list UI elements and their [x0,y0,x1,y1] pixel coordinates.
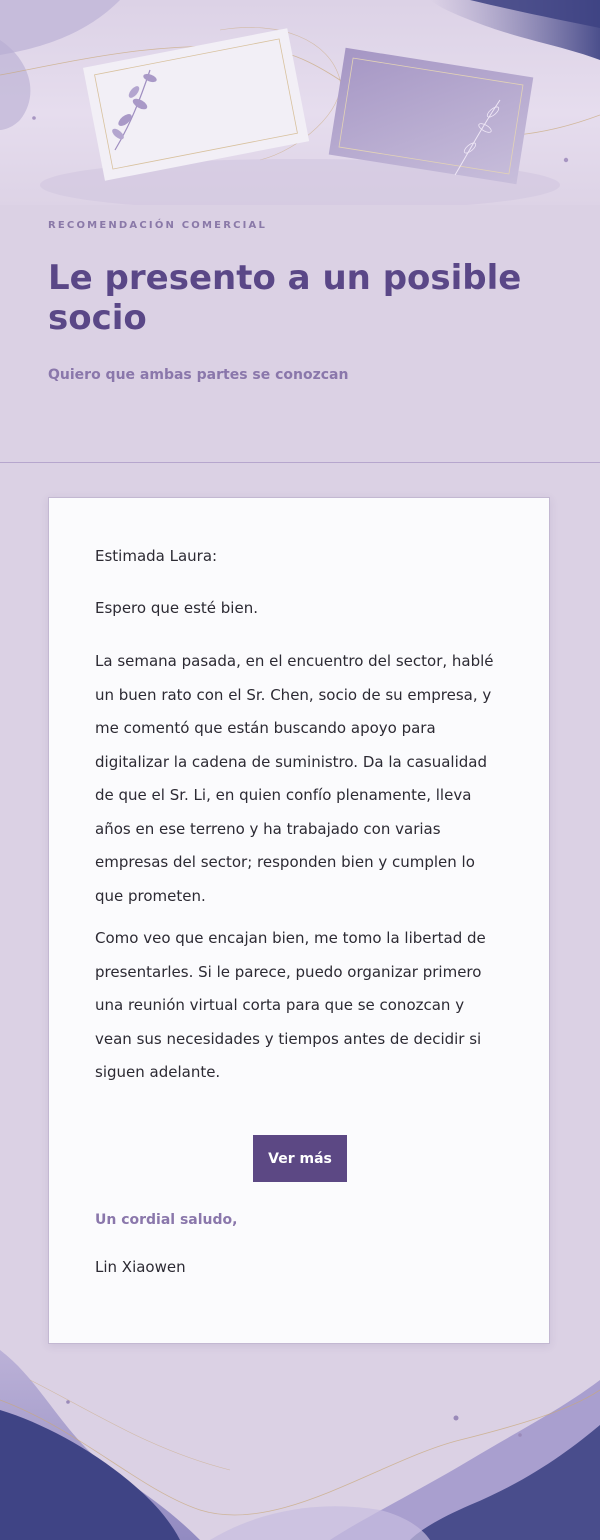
letter-opening: Espero que esté bien. [95,599,258,617]
letter-paragraph: Como veo que encajan bien, me tomo la libertad de presentarles. Si le parece, puedo organizar primero una reunión virtual corta para que se conozcan y vean sus necesidades y tiempos antes de decidir si siguen adelante. [95,929,486,1081]
letter-closing: Un cordial saludo, [95,1212,238,1228]
header-divider [0,462,600,463]
footer-watercolor-art [0,1340,600,1540]
letter-paragraph: La semana pasada, en el encuentro del sector, hablé un buen rato con el Sr. Chen, socio de su empresa, y me comentó que están buscando apoyo para digitalizar la cadena de suministro. Da la casualidad de que el Sr. Li, en quien confío plenamente, lleva años en ese terreno y ha trabajado con varias empresas del sector; responden bien y cumplen lo que prometen. [95,652,494,905]
ver-mas-button[interactable]: Ver más [253,1135,347,1182]
letter-signature: Lin Xiaowen [95,1258,186,1276]
eyebrow-label: RECOMENDACIÓN COMERCIAL [48,220,268,231]
page-subtitle: Quiero que ambas partes se conozcan [48,367,349,383]
letter-greeting: Estimada Laura: [95,547,218,565]
letter-card [48,497,550,1344]
page-title: Le presento a un posible socio [48,258,522,338]
hero-watercolor-art [0,0,600,205]
hero-illustration [0,0,600,205]
place-card-left [83,28,309,181]
